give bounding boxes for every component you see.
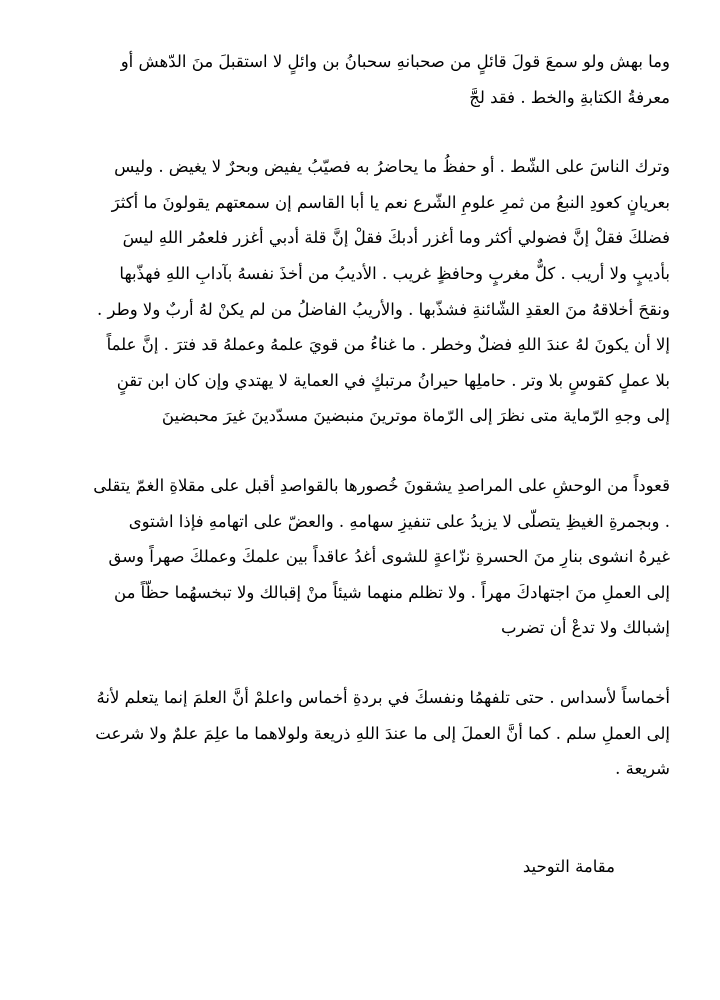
paragraph-4 (55, 680, 670, 787)
text-line: قعوداً من الوحشِ على المراصدِ يشقونَ خُصورها بالقواصدِ أقبل على مقلاةِ الغمّ يتقلى (93, 475, 670, 495)
text-line: إلى العملِ منَ اجتهادكَ مهراً . ولا تظلم منهما شيئاً منْ إقبالك ولا تبخسهُما حظّاً من (114, 582, 670, 602)
text-line: بلا عملٍ كقوسٍ بلا وتر . حاملِها حيرانُ مرتبكٍ في العماية لا يهتدي وإن كان ابن تقنٍ (116, 370, 670, 390)
text-line: بأديبٍ ولا أريب . كلٌّ مغربٍ وحافظٍ غريب . الأديبُ من أخذَ نفسهُ بآدابِ اللهِ فهذّبها (119, 263, 670, 283)
text-line: إلى وجهِ الرّماية متى نظرَ إلى الرّماة موترينَ منبضينَ مسدّدينَ غيرَ محبضينَ (161, 406, 670, 426)
text-line: . وبجمرةِ الغيظِ يتصلّى لا يزيدُ على تنفيزِ سهامهِ . والعضّ على اتهامهِ فإذا اشتوى (128, 511, 670, 531)
text-line: معرفةُ الكتابةِ والخط . فقد لجَّ (469, 87, 670, 107)
text-line: إلى العملِ سلم . كما أنَّ العملَ إلى ما عندَ اللهِ ذريعة ولولاهما ما علِمَ علمٌ ولا شرعت (95, 723, 670, 743)
signature-title: مقامة التوحيد (522, 857, 615, 876)
text-line: بعريانٍ كعودِ النبعُ من ثمرِ علومِ الشّرع نعم يا أبا القاسم إن سمعتهم يقولونَ ما أكثرَ (111, 192, 670, 212)
text-line: غيرهُ انشوى بنارِ منَ الحسرةِ نزّاعةٍ للشوى أغدُ عاقداً بين علمكَ وعملكَ صهراً وسق (108, 547, 670, 567)
text-line: أخماساً لأسداس . حتى تلفهمُا ونفسكَ في بردةِ أخماس واعلمْ أنَّ العلمَ إنما يتعلم لأنهُ (96, 687, 670, 707)
paragraph-3 (55, 468, 670, 646)
text-line: وما بهش ولو سمعَ قولَ قائلٍ من صحبانهِ سحبانُ بن وائلٍ لا استقبلَ منَ الدّهش أو (120, 52, 670, 71)
text-line: إشبالك ولا تدعْ أن تضرب (500, 618, 670, 638)
text-line: فضلكَ فقلْ إنَّ فضولي أكثر وما أغزر أدبكَ فقلْ إنَّ قلة أدبي أغزر فلعمُر اللهِ ليسَ (122, 228, 670, 248)
text-line: ونقحَ أخلاقهُ منَ العقدِ الشّائنةِ فشذّبها . والأريبُ الفاضلُ من لم يكنْ لهُ أربٌ ولا وطر . (96, 299, 670, 319)
paragraph-2 (55, 149, 670, 434)
text-line: إلا أن يكونَ لهُ عندَ اللهِ فضلٌ وخطر . ما غناءُ من قويَ علمهُ وعملهُ قد فترَ . إنَّ علماً (106, 335, 670, 355)
text-line: شريعة . (615, 759, 670, 779)
paragraph-1 (55, 44, 670, 115)
text-line: وترك الناسَ على الشّط . أو حفظُ ما يحاضرُ به فصيّبُ يفيض وبحرٌ لا يغيض . وليس (114, 157, 670, 177)
